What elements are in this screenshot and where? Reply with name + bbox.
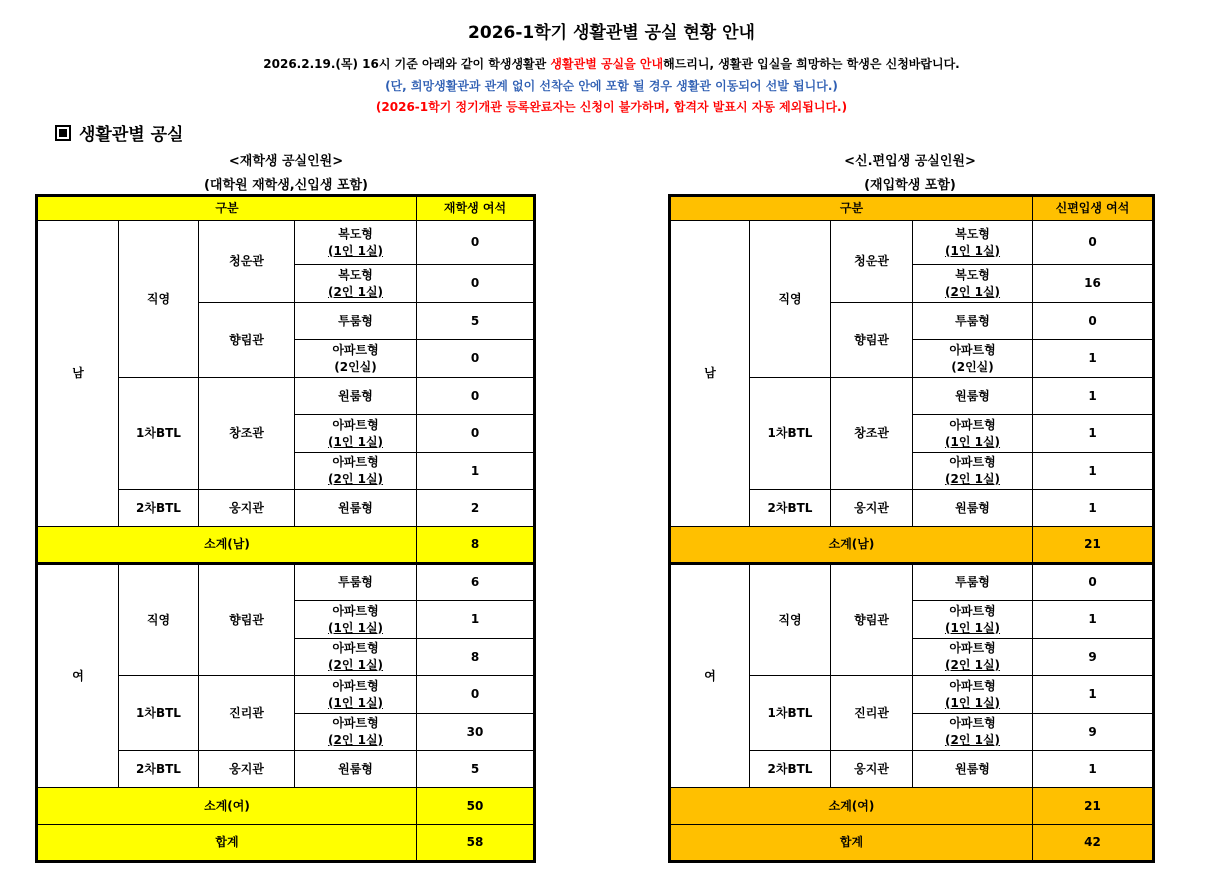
type-btl2: 2차BTL [750,751,831,788]
room-type: 아파트형 (2인 1실) [913,714,1033,751]
vacancy-value: 0 [1033,303,1154,340]
hall-hyangnim: 향림관 [831,303,913,378]
room-type: 투룸형 [913,303,1033,340]
vacancy-value: 1 [1033,751,1154,788]
total-label: 합계 [37,825,417,862]
room-type: 아파트형 (1인 1실) [913,415,1033,453]
room-type: 투룸형 [913,564,1033,601]
hall-jinri: 진리관 [831,676,913,751]
vacancy-value: 0 [1033,221,1154,265]
room-type: 아파트형 (2인 1실) [913,453,1033,490]
room-type: 아파트형 (1인 1실) [913,676,1033,714]
hall-ungji: 웅지관 [831,751,913,788]
vacancy-value: 1 [417,453,535,490]
notice-highlight: 생활관별 공실을 안내 [550,57,664,71]
notice-line-3: (2026-1학기 정기개관 등록완료자는 신청이 불가하며, 합격자 발표시 자동 제외됩니다.) [375,100,848,114]
header-vacancy: 신편입생 여석 [1033,196,1154,221]
gender-male: 남 [37,221,119,527]
room-type: 원룸형 [913,490,1033,527]
vacancy-value: 1 [1033,601,1154,639]
type-btl1: 1차BTL [119,378,199,490]
hall-ungji: 웅지관 [831,490,913,527]
room-type: 아파트형 (1인 1실) [295,415,417,453]
vacancy-value: 5 [417,303,535,340]
vacancy-value: 1 [1033,453,1154,490]
vacancy-value: 6 [417,564,535,601]
vacancy-value: 0 [417,676,535,714]
room-type: 복도형 (2인 1실) [913,265,1033,303]
left-caption-1: <재학생 공실인원> [228,154,344,169]
room-type: 아파트형 (1인 1실) [295,676,417,714]
subtotal-male-value: 8 [417,527,535,564]
vacancy-value: 9 [1033,639,1154,676]
notice-line-1: 2026.2.19.(목) 16시 기준 아래와 같이 학생생활관 생활관별 공실을 안내해드리니, 생활관 입실을 희망하는 학생은 신청바랍니다. [263,57,960,71]
room-type: 아파트형 (2인 1실) [295,639,417,676]
hall-changjo: 창조관 [831,378,913,490]
room-type: 투룸형 [295,564,417,601]
room-type: 복도형 (1인 1실) [295,221,417,265]
hall-jinri: 진리관 [199,676,295,751]
vacancy-value: 16 [1033,265,1154,303]
vacancy-value: 0 [417,378,535,415]
subtotal-male-label: 소계(남) [37,527,417,564]
hall-hyangnim: 향림관 [199,303,295,378]
header-category: 구분 [670,196,1033,221]
vacancy-value: 1 [1033,676,1154,714]
type-btl2: 2차BTL [750,490,831,527]
room-type: 아파트형 (2인실) [295,340,417,378]
type-direct: 직영 [750,564,831,676]
gender-female: 여 [670,564,750,788]
subtotal-male-label: 소계(남) [670,527,1033,564]
vacancy-value: 1 [1033,415,1154,453]
section-title: 생활관별 공실 [55,120,183,145]
subtotal-female-value: 21 [1033,788,1154,825]
subtotal-female-label: 소계(여) [37,788,417,825]
hall-ungji: 웅지관 [199,751,295,788]
hall-cheongun: 청운관 [199,221,295,303]
total-value: 58 [417,825,535,862]
vacancy-value: 1 [1033,378,1154,415]
vacancy-value: 0 [1033,564,1154,601]
vacancy-value: 30 [417,714,535,751]
vacancy-value: 0 [417,221,535,265]
notice-line-2: (단, 희망생활관과 관계 없이 선착순 안에 포함 될 경우 생활관 이동되어 선발 됩니다.) [385,79,838,93]
new-transfer-students-vacancy-table [668,194,1155,863]
square-bullet-icon [55,125,71,141]
type-btl1: 1차BTL [119,676,199,751]
type-btl2: 2차BTL [119,751,199,788]
vacancy-value: 5 [417,751,535,788]
type-direct: 직영 [119,564,199,676]
vacancy-value: 0 [417,265,535,303]
vacancy-value: 1 [1033,340,1154,378]
page-title: 2026-1학기 생활관별 공실 현황 안내 [468,23,755,43]
total-value: 42 [1033,825,1154,862]
right-caption-1: <신.편입생 공실인원> [844,154,976,169]
current-students-vacancy-table [35,194,536,863]
hall-hyangnim: 향림관 [831,564,913,676]
total-label: 합계 [670,825,1033,862]
room-type: 아파트형 (1인 1실) [913,601,1033,639]
vacancy-value: 8 [417,639,535,676]
hall-changjo: 창조관 [199,378,295,490]
hall-ungji: 웅지관 [199,490,295,527]
gender-male: 남 [670,221,750,527]
vacancy-value: 9 [1033,714,1154,751]
room-type: 원룸형 [295,378,417,415]
vacancy-value: 1 [417,601,535,639]
right-caption-2: (재입학생 포함) [864,178,956,193]
header-category: 구분 [37,196,417,221]
type-direct: 직영 [119,221,199,378]
room-type: 아파트형 (2인 1실) [295,714,417,751]
subtotal-female-value: 50 [417,788,535,825]
header-vacancy: 재학생 여석 [417,196,535,221]
room-type: 원룸형 [295,751,417,788]
type-btl2: 2차BTL [119,490,199,527]
room-type: 원룸형 [295,490,417,527]
type-btl1: 1차BTL [750,378,831,490]
subtotal-female-label: 소계(여) [670,788,1033,825]
room-type: 원룸형 [913,751,1033,788]
subtotal-male-value: 21 [1033,527,1154,564]
gender-female: 여 [37,564,119,788]
room-type: 복도형 (2인 1실) [295,265,417,303]
hall-hyangnim: 향림관 [199,564,295,676]
room-type: 복도형 (1인 1실) [913,221,1033,265]
room-type: 아파트형 (2인실) [913,340,1033,378]
vacancy-value: 1 [1033,490,1154,527]
vacancy-value: 2 [417,490,535,527]
room-type: 원룸형 [913,378,1033,415]
room-type: 아파트형 (2인 1실) [295,453,417,490]
room-type: 아파트형 (1인 1실) [295,601,417,639]
room-type: 아파트형 (2인 1실) [913,639,1033,676]
hall-cheongun: 청운관 [831,221,913,303]
room-type: 투룸형 [295,303,417,340]
vacancy-value: 0 [417,415,535,453]
vacancy-value: 0 [417,340,535,378]
type-btl1: 1차BTL [750,676,831,751]
left-caption-2: (대학원 재학생,신입생 포함) [203,178,368,193]
type-direct: 직영 [750,221,831,378]
